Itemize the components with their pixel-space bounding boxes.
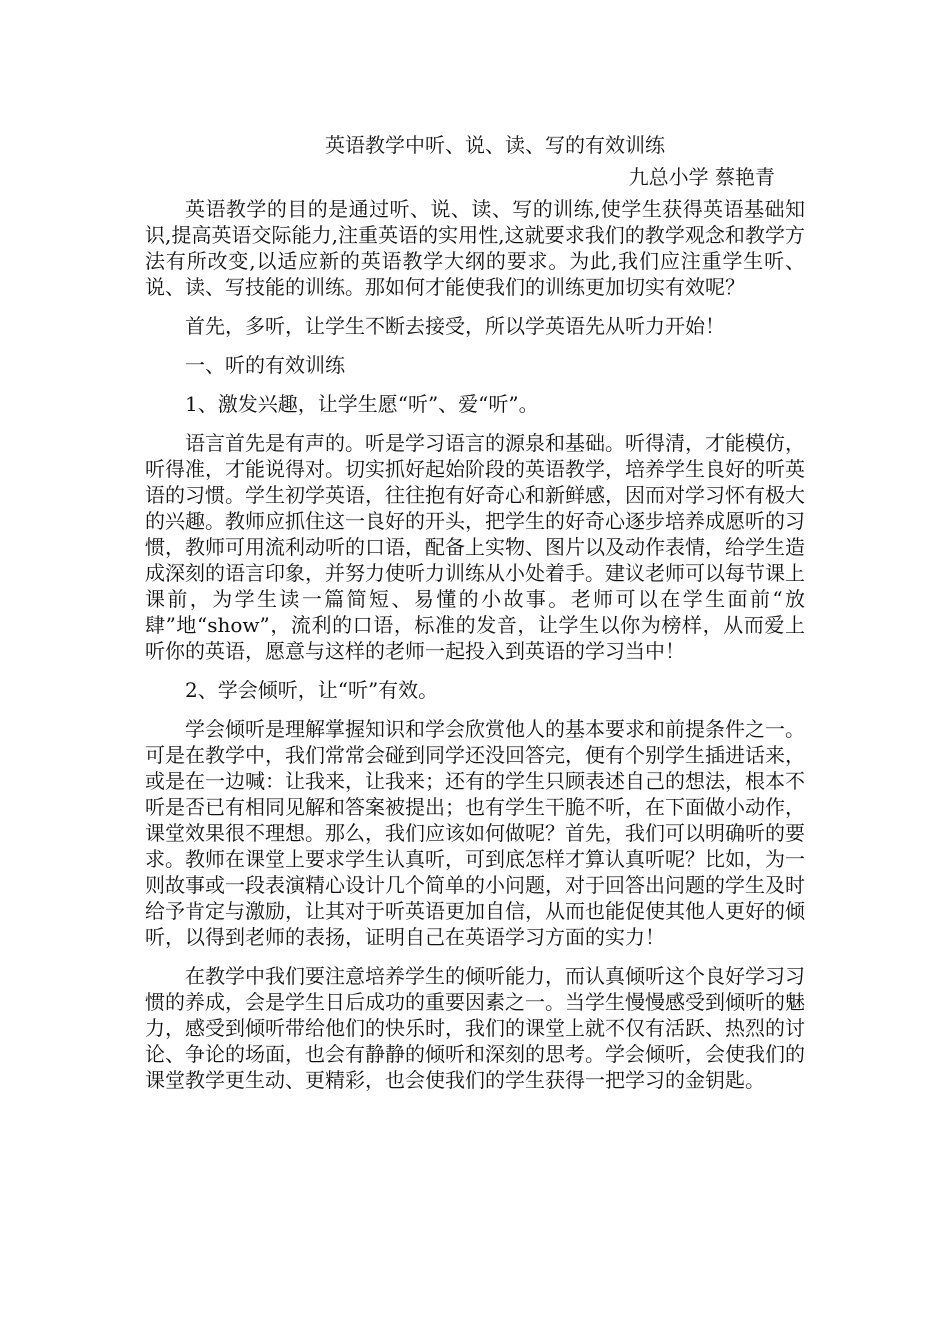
document-body <box>145 132 805 1106</box>
listen-well-paragraph: 学会倾听是理解掌握知识和学会欣赏他人的基本要求和前提条件之一。可是在教学中，我们常常会碰到同学还没回答完，便有个别学生插进话来，或是在一边喊：让我来，让我来；还有的学生只顾表述自己的想法，根本不听是否已有相同见解和答案被提出；也有学生干脆不听，在下面做小动作，课堂效果很不理想。那么，我们应该如何做呢？首先，我们可以明确听的要求。教师在课堂上要求学生认真听，可到底怎样才算认真听呢？比如，为一则故事或一段表演精心设计几个简单的小问题，对于回答出问题的学生及时给予肯定与激励，让其对于听英语更加自信，从而也能促使其他人更好的倾听，以得到老师的表扬，证明自己在英语学习方面的实力！ <box>145 717 805 949</box>
first-point-paragraph: 首先，多听，让学生不断去接受，所以学英语先从听力开始！ <box>185 314 725 338</box>
subsection-heading-interest: 1、激发兴趣，让学生愿“听”、爱“听”。 <box>185 392 539 416</box>
document-title: 英语教学中听、说、读、写的有效训练 <box>325 133 665 157</box>
subsection-heading-listen-well: 2、学会倾听，让“听”有效。 <box>185 678 439 702</box>
intro-paragraph: 英语教学的目的是通过听、说、读、写的训练,使学生获得英语基础知识,提高英语交际能力,注重英语的实用性,这就要求我们的教学观念和教学方法有所改变,以适应新的英语教学大纲的要求。为此,我们应注重学生听、说、读、写技能的训练。那如何才能使我们的训练更加切实有效呢？ <box>145 197 805 299</box>
listening-habit-paragraph: 在教学中我们要注意培养学生的倾听能力，而认真倾听这个良好学习习惯的养成，会是学生日后成功的重要因素之一。当学生慢慢感受到倾听的魅力，感受到倾听带给他们的快乐时，我们的课堂上就不仅有活跃、热烈的讨论、争论的场面，也会有静静的倾听和深刻的思考。学会倾听，会使我们的课堂教学更生动、更精彩，也会使我们的学生获得一把学习的金钥匙。 <box>145 964 805 1092</box>
interest-paragraph: 语言首先是有声的。听是学习语言的源泉和基础。听得清，才能模仿，听得准，才能说得对。切实抓好起始阶段的英语教学，培养学生良好的听英语的习惯。学生初学英语，往往抱有好奇心和新鲜感，因而对学习怀有极大的兴趣。教师应抓住这一良好的开头，把学生的好奇心逐步培养成愿听的习惯，教师可用流利动听的口语，配备上实物、图片以及动作表情，给学生造成深刻的语言印象，并努力使听力训练从小处着手。建议老师可以每节课上课前，为学生读一篇简短、易懂的小故事。老师可以在学生面前“放肆”地“show”，流利的口语，标准的发音，让学生以你为榜样，从而爱上听你的英语，愿意与这样的老师一起投入到英语的学习当中！ <box>145 431 805 663</box>
document-author: 九总小学 蔡艳青 <box>628 165 775 189</box>
section-heading-listening: 一、听的有效训练 <box>185 353 345 377</box>
